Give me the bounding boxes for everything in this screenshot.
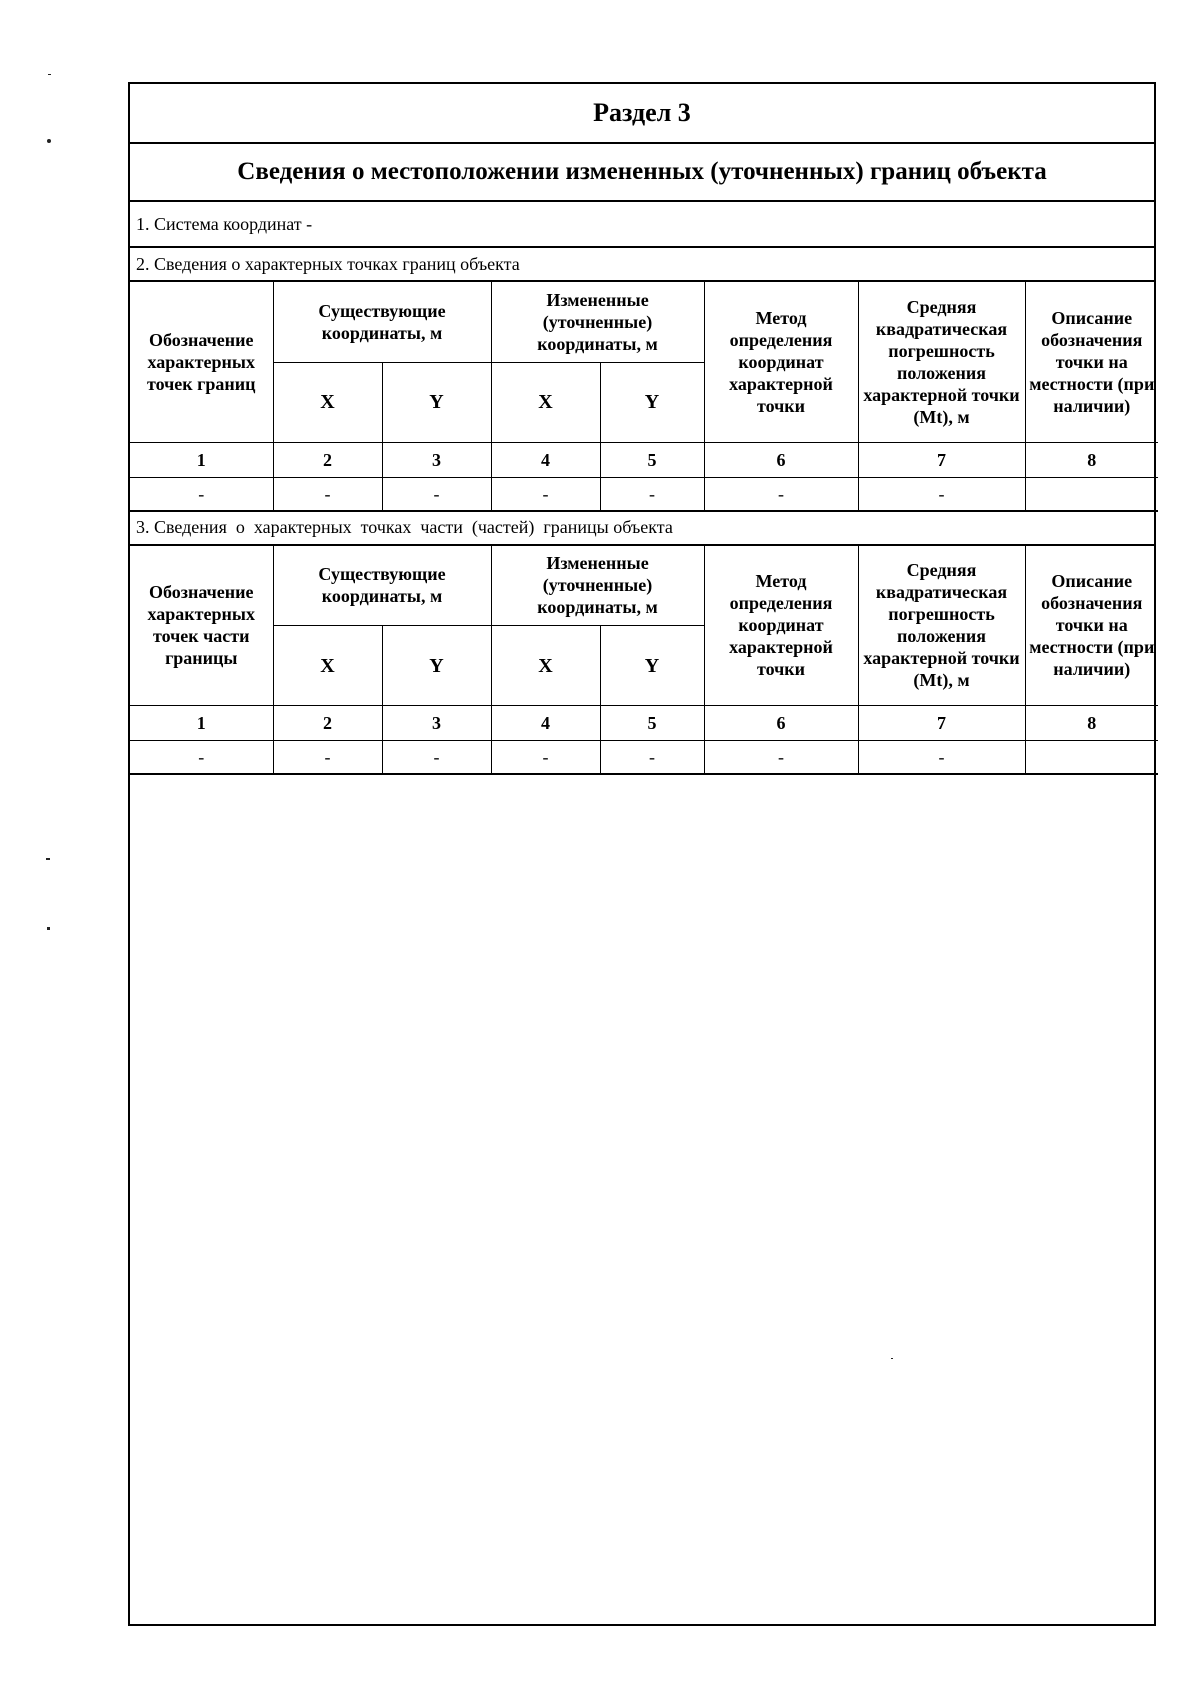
section2-heading: 2. Сведения о характерных точках границ объекта xyxy=(130,248,1154,282)
table-row xyxy=(130,477,1158,511)
column-number: 6 xyxy=(704,706,858,741)
column-number: 1 xyxy=(130,706,273,741)
header-changed-coords: Измененные (уточненные) координаты, м xyxy=(491,282,704,362)
scan-mark xyxy=(48,74,51,75)
table-cell: - xyxy=(130,741,273,775)
header-y: Y xyxy=(600,362,704,442)
boundary-points-table xyxy=(130,282,1158,512)
scan-mark xyxy=(47,139,51,143)
column-number: 4 xyxy=(491,706,600,741)
column-number-row xyxy=(130,706,1158,741)
column-number: 5 xyxy=(600,706,704,741)
column-number: 2 xyxy=(273,442,382,477)
table-cell: - xyxy=(491,741,600,775)
header-x: X xyxy=(491,362,600,442)
table-cell: - xyxy=(382,741,491,775)
table-cell xyxy=(1025,741,1158,775)
table-cell: - xyxy=(858,741,1025,775)
header-y: Y xyxy=(382,626,491,706)
table-row xyxy=(130,741,1158,775)
column-number: 8 xyxy=(1025,706,1158,741)
table-cell: - xyxy=(704,477,858,511)
coord-system-line: 1. Система координат - xyxy=(130,202,1154,248)
header-y: Y xyxy=(382,362,491,442)
table-cell: - xyxy=(704,741,858,775)
column-number: 2 xyxy=(273,706,382,741)
table-cell: - xyxy=(273,477,382,511)
part-boundary-points-table xyxy=(130,546,1158,776)
header-description: Описание обозначения точки на местности (при наличии) xyxy=(1025,282,1158,442)
table-header-row xyxy=(130,546,1158,626)
column-number: 3 xyxy=(382,442,491,477)
column-number: 1 xyxy=(130,442,273,477)
table-cell: - xyxy=(273,741,382,775)
header-x: X xyxy=(273,362,382,442)
table-header-row xyxy=(130,282,1158,362)
column-number: 5 xyxy=(600,442,704,477)
header-method: Метод определения координат характерной точки xyxy=(704,546,858,706)
scan-mark xyxy=(46,858,50,860)
table-cell: - xyxy=(382,477,491,511)
header-method: Метод определения координат характерной точки xyxy=(704,282,858,442)
header-point-designation: Обозначение характерных точек части границы xyxy=(130,546,273,706)
table-cell: - xyxy=(130,477,273,511)
header-y: Y xyxy=(600,626,704,706)
section3-heading: 3. Сведения о характерных точках части (частей) границы объекта xyxy=(130,512,1154,546)
column-number: 7 xyxy=(858,706,1025,741)
table-cell: - xyxy=(600,741,704,775)
header-changed-coords: Измененные (уточненные) координаты, м xyxy=(491,546,704,626)
header-description: Описание обозначения точки на местности (при наличии) xyxy=(1025,546,1158,706)
section-title: Раздел 3 xyxy=(130,84,1154,144)
document-frame xyxy=(128,82,1156,1626)
header-x: X xyxy=(273,626,382,706)
column-number: 3 xyxy=(382,706,491,741)
column-number: 6 xyxy=(704,442,858,477)
header-mean-error: Средняя квадратическая погрешность положения характерной точки (Mt), м xyxy=(858,546,1025,706)
header-point-designation: Обозначение характерных точек границ xyxy=(130,282,273,442)
header-mean-error: Средняя квадратическая погрешность положения характерной точки (Mt), м xyxy=(858,282,1025,442)
table-cell xyxy=(1025,477,1158,511)
column-number-row xyxy=(130,442,1158,477)
column-number: 4 xyxy=(491,442,600,477)
table-cell: - xyxy=(491,477,600,511)
section-subtitle: Сведения о местоположении измененных (уточненных) границ объекта xyxy=(130,144,1154,202)
header-existing-coords: Существующие координаты, м xyxy=(273,282,491,362)
scan-mark xyxy=(47,927,50,930)
header-x: X xyxy=(491,626,600,706)
table-cell: - xyxy=(600,477,704,511)
column-number: 8 xyxy=(1025,442,1158,477)
column-number: 7 xyxy=(858,442,1025,477)
header-existing-coords: Существующие координаты, м xyxy=(273,546,491,626)
table-cell: - xyxy=(858,477,1025,511)
